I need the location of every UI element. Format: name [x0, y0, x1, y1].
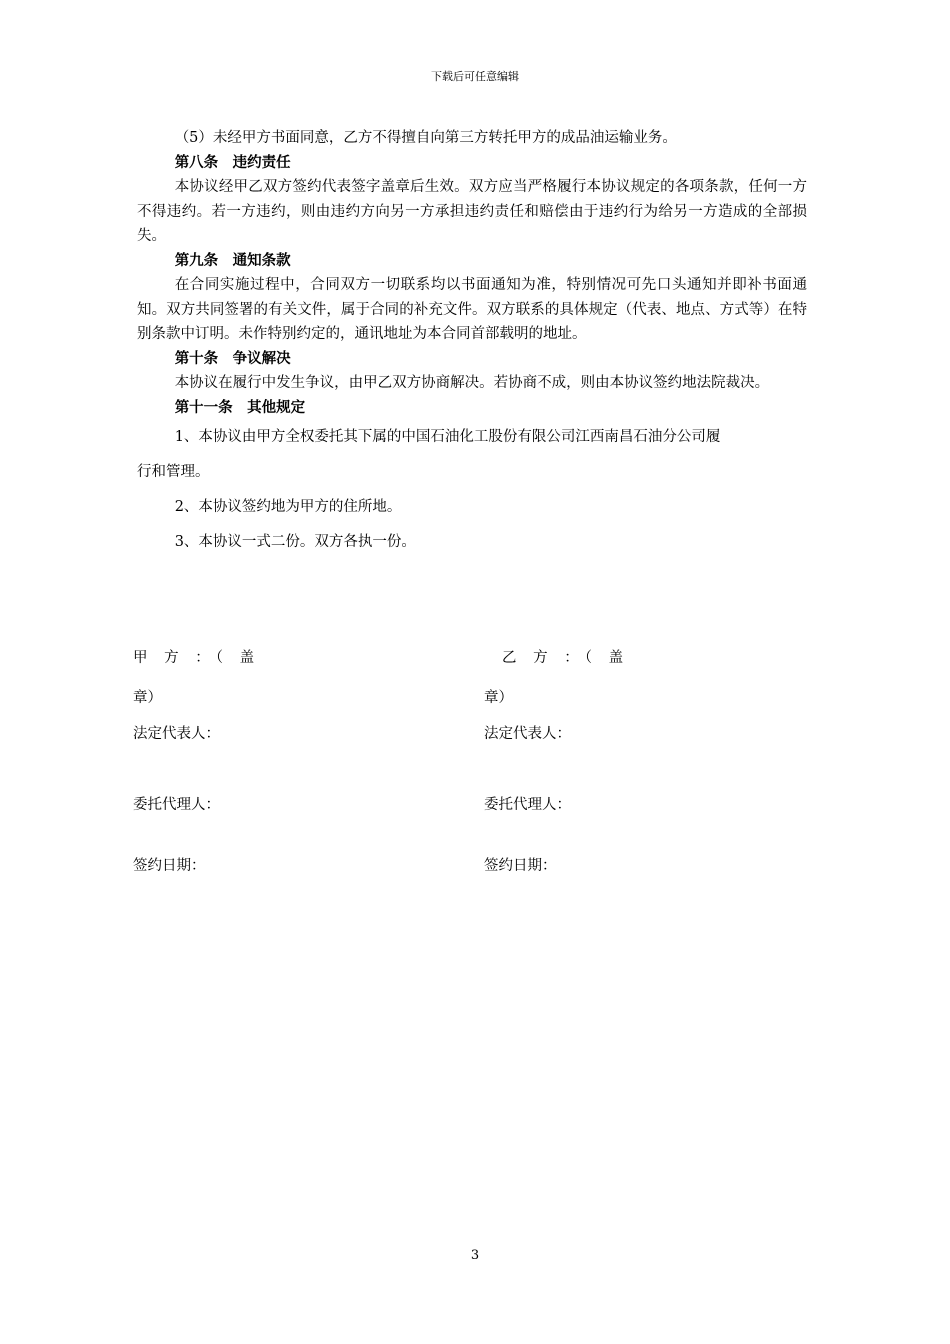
party-b-agent: 委托代理人：: [484, 797, 571, 813]
party-b-sign-date: 签约日期：: [484, 858, 557, 874]
article-11-item-3: 3、本协议一式二份。双方各执一份。: [174, 534, 416, 550]
party-b-seal-cont: 章）: [484, 690, 513, 706]
party-a-seal-cont: 章）: [133, 690, 162, 706]
article-11-heading: 第十一条 其他规定: [174, 398, 306, 416]
article-11-item-2: 2、本协议签约地为甲方的住所地。: [174, 499, 402, 515]
document-body: [137, 126, 807, 560]
article-9-text: 在合同实施过程中，合同双方一切联系均以书面通知为准，特别情况可先口头通知并即补书面通知。双方共同签署的有关文件，属于合同的补充文件。双方联系的具体规定（代表、地点、方式等）在特别条款中订明。未作特别约定的，通讯地址为本合同首部载明的地址。: [137, 277, 807, 342]
article-8-heading: 第八条 违约责任: [174, 153, 291, 171]
party-a-label: 甲 方 ：（ 盖: [133, 650, 261, 666]
party-b-label: 乙 方 ：（ 盖: [502, 650, 630, 666]
article-9-heading: 第九条 通知条款: [174, 251, 291, 269]
article-10-heading: 第十条 争议解决: [174, 349, 291, 367]
article-11-item-1: 1、本协议由甲方全权委托其下属的中国石油化工股份有限公司江西南昌石油分公司履: [174, 429, 721, 445]
party-a-legal-rep: 法定代表人：: [133, 726, 220, 742]
article-10-text: 本协议在履行中发生争议，由甲乙双方协商解决。若协商不成，则由本协议签约地法院裁决。: [174, 375, 770, 391]
party-a-sign-date: 签约日期：: [133, 858, 206, 874]
page-number: 3: [470, 1248, 480, 1263]
party-a-agent: 委托代理人：: [133, 797, 220, 813]
clause-item-5: （5）未经甲方书面同意，乙方不得擅自向第三方转托甲方的成品油运输业务。: [174, 130, 677, 146]
page-header: 下载后可任意编辑: [431, 70, 519, 83]
party-b-legal-rep: 法定代表人：: [484, 726, 571, 742]
article-8-text: 本协议经甲乙双方签约代表签字盖章后生效。双方应当严格履行本协议规定的各项条款，任何一方不得违约。若一方违约，则由违约方向另一方承担违约责任和赔偿由于违约行为给另一方造成的全部损失。: [137, 179, 807, 244]
article-11-item-1-cont: 行和管理。: [137, 464, 210, 480]
